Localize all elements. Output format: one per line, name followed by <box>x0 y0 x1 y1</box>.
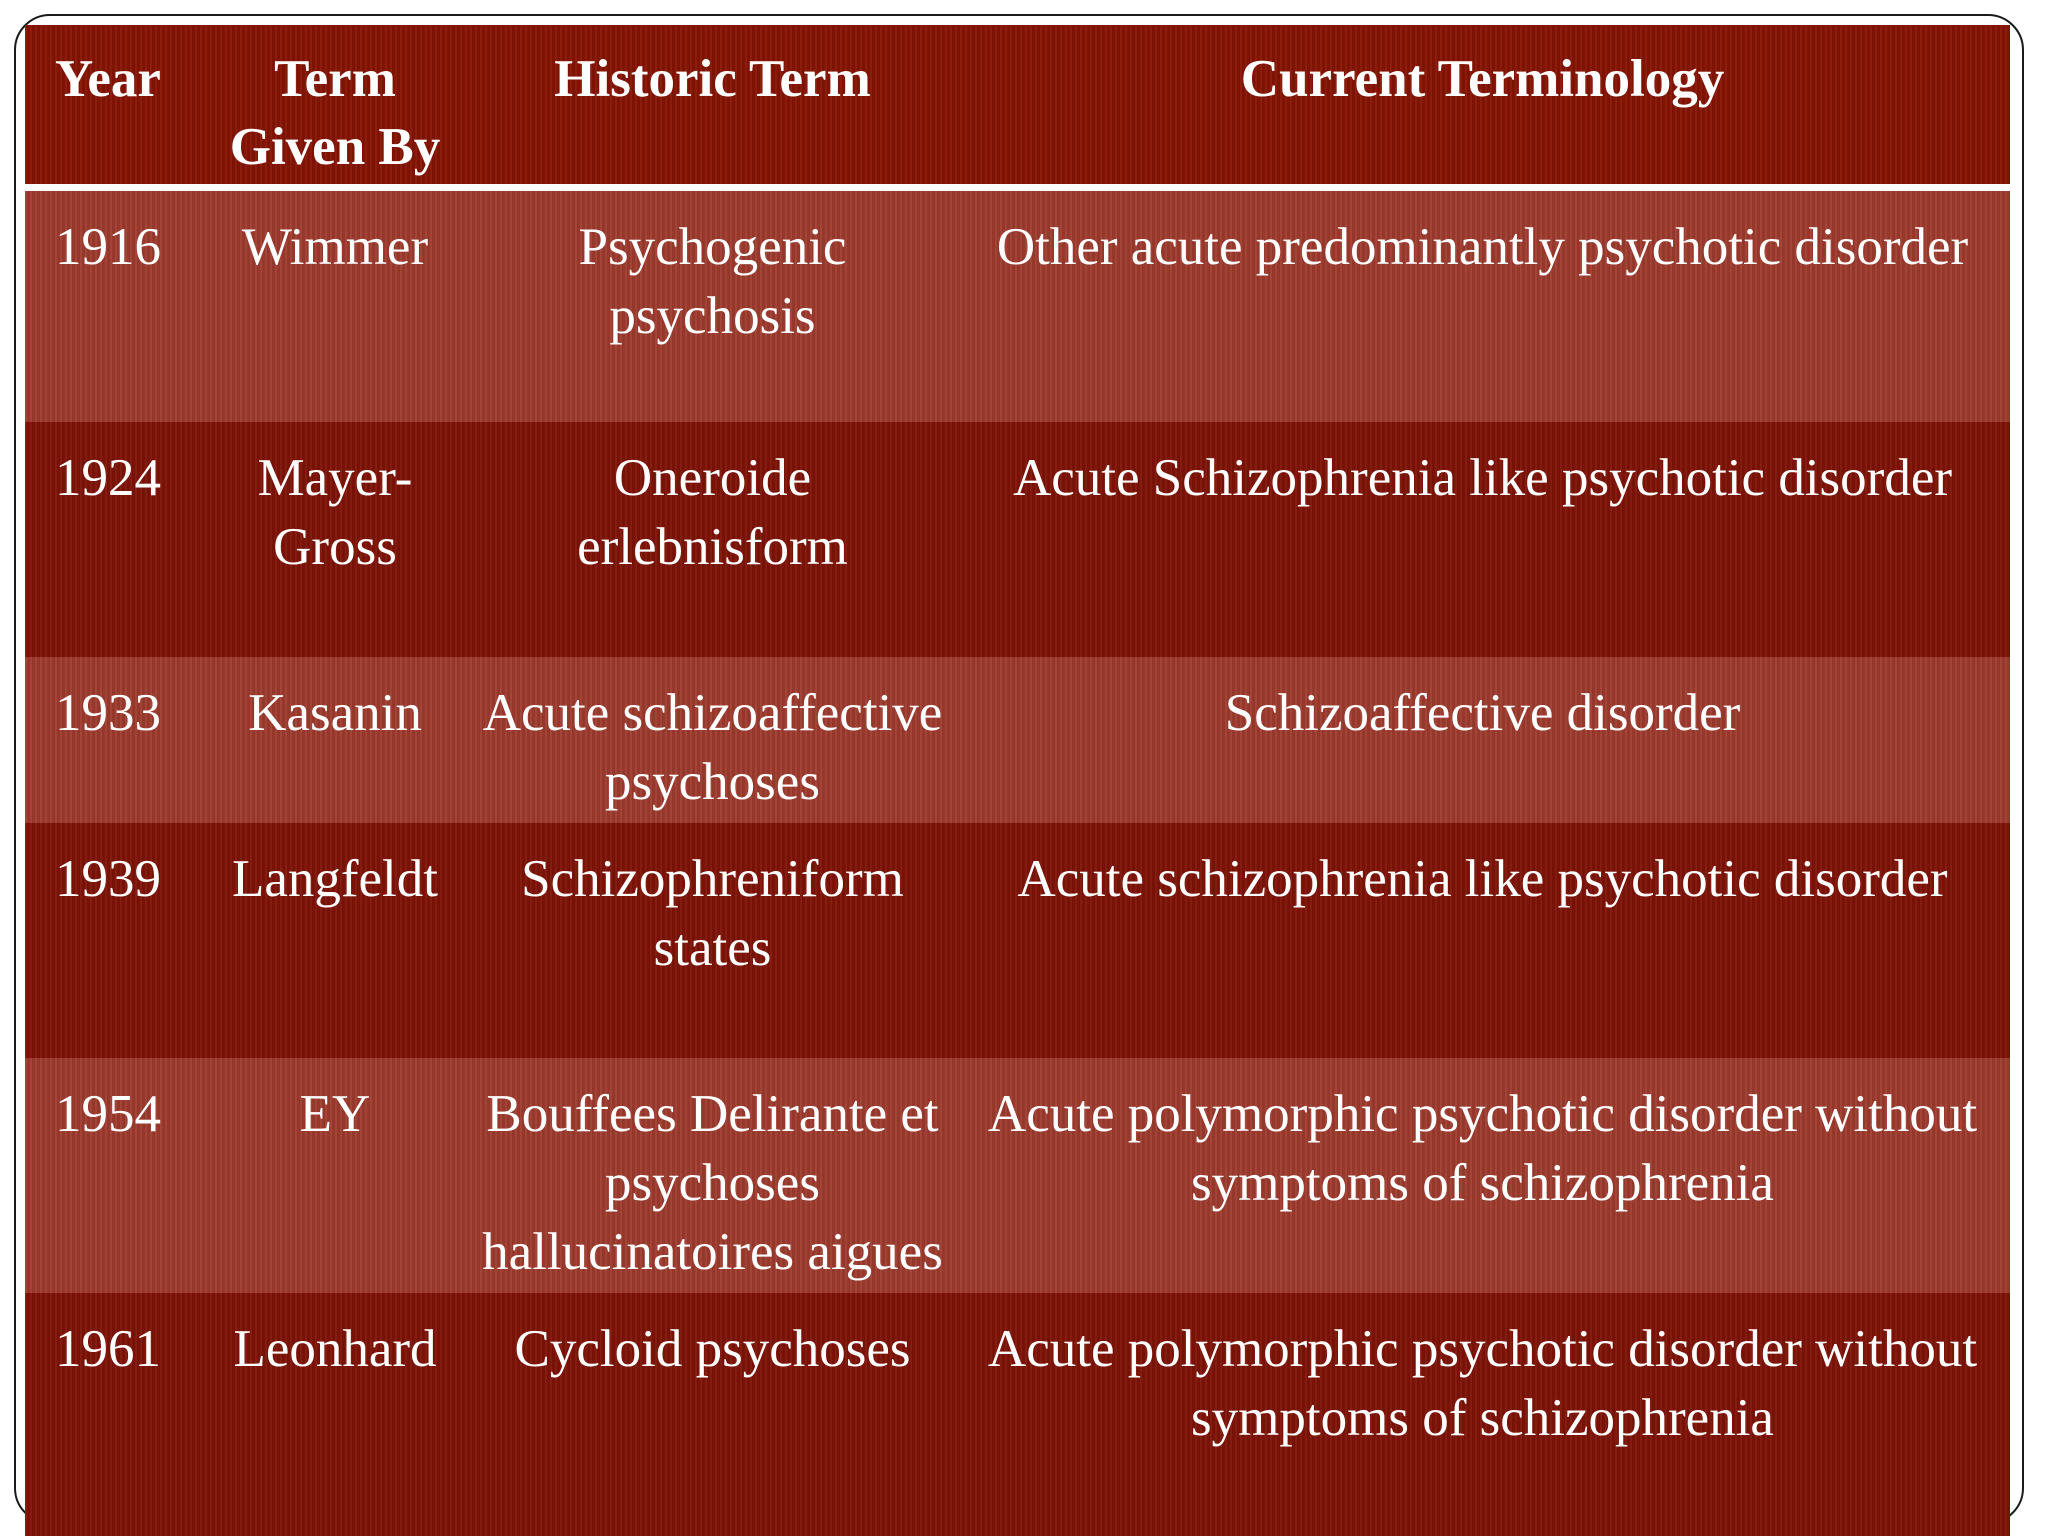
cell-year: 1916 <box>55 217 161 276</box>
cell-current-terminology: Acute polymorphic psychotic disorder without symptoms of schizophrenia <box>987 1085 1978 1212</box>
cell-historic-term: Psychogenic psychosis <box>578 217 847 345</box>
cell-term-given-by: Mayer-Gross <box>257 449 413 576</box>
table-header-row <box>25 25 2010 187</box>
cell-term-given-by: Leonhard <box>233 1320 437 1378</box>
cell-year: 1933 <box>55 684 161 742</box>
table-row <box>25 187 2010 422</box>
cell-current-terminology: Acute schizophrenia like psychotic disorder <box>1017 850 1948 908</box>
cell-historic-term: Bouffees Delirante et psychoses hallucinatoires aigues <box>482 1085 943 1281</box>
header-term-given-by: Term Given By <box>229 50 441 176</box>
cell-term-given-by: EY <box>299 1085 371 1143</box>
header-year: Year <box>55 50 161 108</box>
cell-current-terminology: Acute Schizophrenia like psychotic disorder <box>1013 449 1952 507</box>
cell-year: 1939 <box>55 850 161 908</box>
cell-current-terminology: Acute polymorphic psychotic disorder without symptoms of schizophrenia <box>987 1320 1978 1447</box>
table-row <box>25 1293 2010 1536</box>
table-row <box>25 657 2010 823</box>
cell-year: 1924 <box>55 449 161 507</box>
table-row <box>25 422 2010 657</box>
cell-historic-term: Acute schizoaffective psychoses <box>482 684 943 811</box>
cell-historic-term: Schizophreniform states <box>521 850 904 977</box>
terminology-table <box>25 25 2010 1536</box>
table-container <box>25 25 2010 1536</box>
cell-current-terminology: Schizoaffective disorder <box>1224 684 1741 742</box>
cell-year: 1954 <box>55 1085 161 1143</box>
cell-current-terminology: Other acute predominantly psychotic disorder <box>996 217 1969 276</box>
cell-year: 1961 <box>55 1320 161 1378</box>
cell-term-given-by: Wimmer <box>241 217 429 276</box>
cell-term-given-by: Langfeldt <box>231 850 439 908</box>
table-row <box>25 823 2010 1058</box>
header-current-terminology: Current Terminology <box>1240 50 1725 108</box>
table-row <box>25 1058 2010 1293</box>
cell-historic-term: Cycloid psychoses <box>514 1320 911 1378</box>
header-historic-term: Historic Term <box>554 50 871 108</box>
cell-historic-term: Oneroide erlebnisform <box>577 449 848 576</box>
cell-term-given-by: Kasanin <box>248 684 422 742</box>
